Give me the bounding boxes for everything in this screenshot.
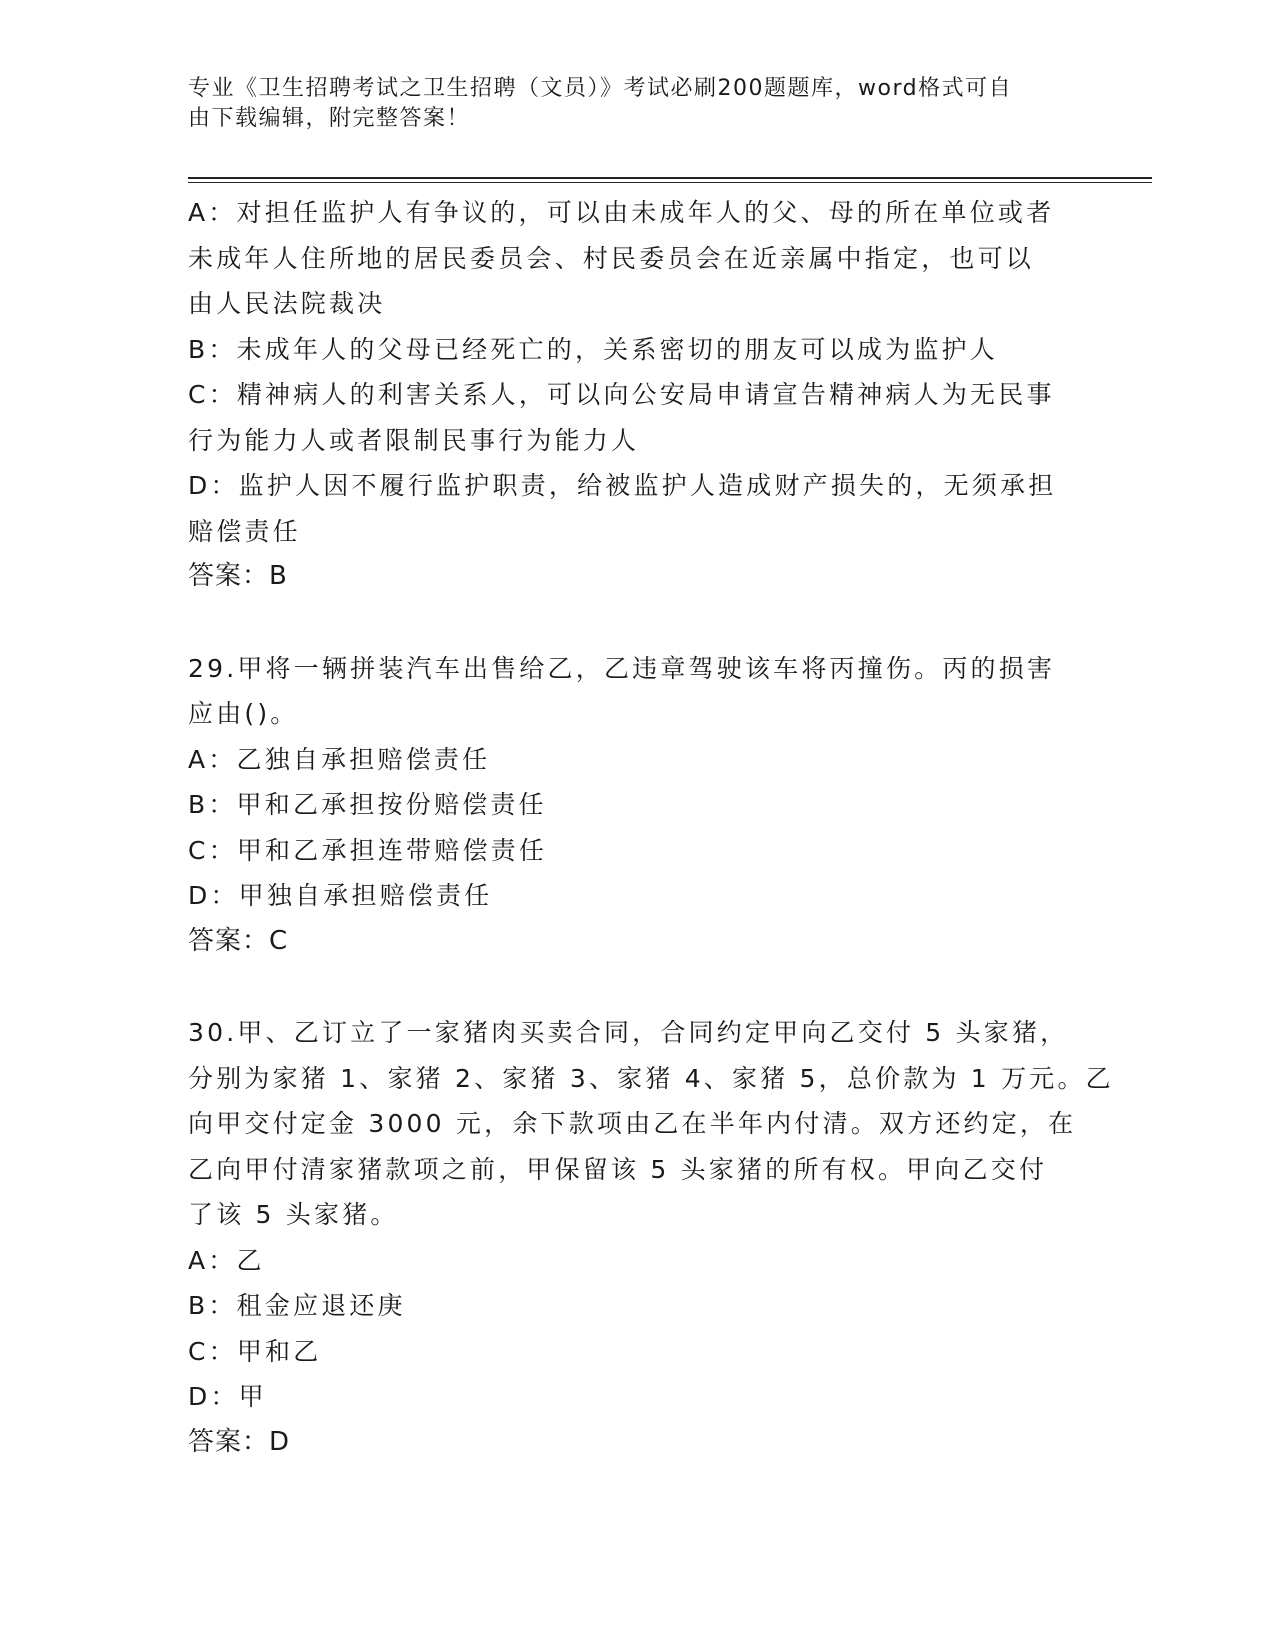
option-line: 赔偿责任 [188, 516, 301, 546]
answer-label: 答案：C [188, 925, 289, 956]
stem-line: 应由()。 [188, 699, 299, 728]
stem-line: 29.甲将一辆拼装汽车出售给乙，乙违章驾驶该车将丙撞伤。丙的损害 [188, 653, 1056, 683]
option-line: C：精神病人的利害关系人，可以向公安局申请宣告精神病人为无民事 [188, 380, 1055, 409]
question-30 [188, 1010, 1114, 1465]
option-b: B：租金应退还庚 [188, 1291, 406, 1320]
option-c: C：甲和乙承担连带赔偿责任 [188, 835, 548, 865]
question-list [188, 190, 1114, 1465]
spacer [188, 600, 1088, 646]
question-29 [188, 646, 1088, 965]
question-stem [188, 1010, 1114, 1238]
question-28 [188, 190, 1088, 600]
option-c [188, 372, 1088, 463]
answer-label: 答案：D [188, 1426, 291, 1457]
option-line: 未成年人住所地的居民委员会、村民委员会在近亲属中指定，也可以 [188, 243, 1035, 273]
option-d: D：甲独自承担赔偿责任 [188, 881, 493, 910]
option-d [188, 463, 1088, 554]
header-line: 专业《卫生招聘考试之卫生招聘（文员）》考试必刷200题题库，word格式可自 [188, 76, 1013, 101]
question-stem [188, 646, 1088, 737]
option-a [188, 190, 1088, 327]
option-a: A：乙独自承担赔偿责任 [188, 744, 491, 774]
answer-label: 答案：B [188, 561, 288, 591]
document-header [188, 74, 1088, 134]
header-line: 由下载编辑，附完整答案！ [188, 106, 471, 131]
option-line: 行为能力人或者限制民事行为能力人 [188, 425, 640, 455]
option-c: C：甲和乙 [188, 1336, 322, 1366]
spacer [188, 964, 1088, 1010]
stem-line: 了该 5 头家猪。 [188, 1200, 399, 1229]
stem-line: 分别为家猪 1、家猪 2、家猪 3、家猪 4、家猪 5，总价款为 1 万元。乙 [188, 1063, 1114, 1093]
option-d: D：甲 [188, 1382, 267, 1411]
option-line: A：对担任监护人有争议的，可以由未成年人的父、母的所在单位或者 [188, 198, 1055, 227]
option-b: B：甲和乙承担按份赔偿责任 [188, 790, 547, 819]
option-a: A：乙 [188, 1245, 265, 1275]
stem-line: 向甲交付定金 3000 元，余下款项由乙在半年内付清。双方还约定，在 [188, 1109, 1077, 1138]
option-b: B：未成年人的父母已经死亡的，关系密切的朋友可以成为监护人 [188, 334, 998, 364]
option-line: D：监护人因不履行监护职责，给被监护人造成财产损失的，无须承担 [188, 471, 1057, 500]
header-divider [188, 177, 1152, 179]
header-divider [188, 182, 1152, 183]
option-line: 由人民法院裁决 [188, 289, 386, 318]
stem-line: 30.甲、乙订立了一家猪肉买卖合同，合同约定甲向乙交付 5 头家猪， [188, 1018, 1069, 1047]
stem-line: 乙向甲付清家猪款项之前，甲保留该 5 头家猪的所有权。甲向乙交付 [188, 1154, 1048, 1184]
